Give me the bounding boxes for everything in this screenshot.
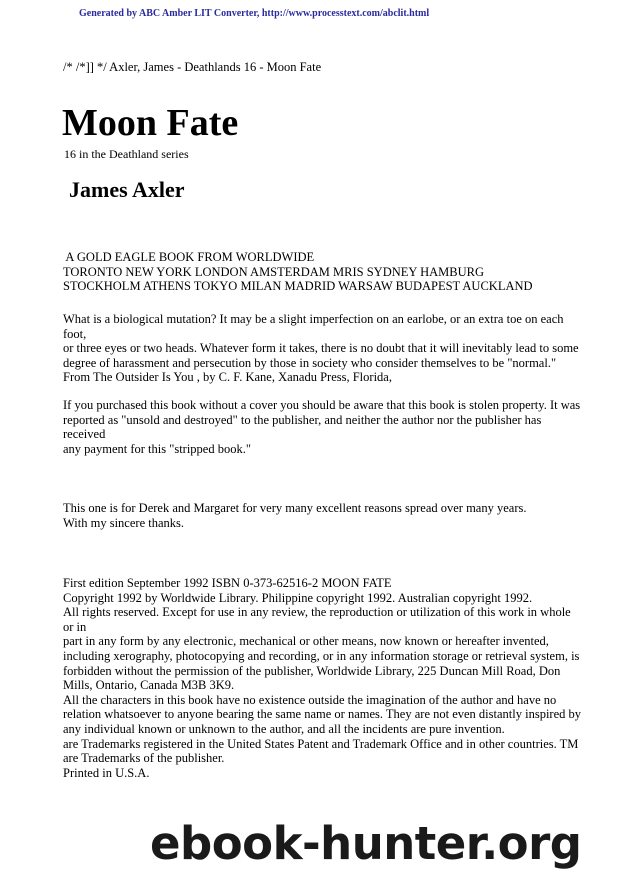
document-breadcrumb: /* /*]] */ Axler, James - Deathlands 16 - Moon Fate <box>63 60 322 74</box>
epigraph-source: From The Outsider Is You , by C. F. Kane, Xanadu Press, Florida, <box>63 370 392 385</box>
watermark-text: ebook-hunter.org <box>150 817 582 870</box>
copyright-line: All the characters in this book have no existence outside the imagination of the author and have no <box>63 692 557 707</box>
copyright-line: are Trademarks of the publisher. <box>63 751 225 766</box>
copyright-line: Printed in U.S.A. <box>63 765 150 780</box>
copyright-line: including xerography, photocopying and recording, or in any information storage or retrieval system, is <box>63 648 580 663</box>
copyright-line: Copyright 1992 by Worldwide Library. Philippine copyright 1992. Australian copyright 1992. <box>63 590 533 605</box>
publisher-line: TORONTO NEW YORK LONDON AMSTERDAM MRIS SYDNEY HAMBURG <box>63 264 484 279</box>
notice-line: reported as "unsold and destroyed" to the publisher, and neither the author nor the publisher has received <box>63 412 542 442</box>
book-title: Moon Fate <box>62 102 239 144</box>
epigraph-line: What is a biological mutation? It may be a slight imperfection on an earlobe, or an extra toe on each foot, <box>63 312 564 341</box>
copyright-line: forbidden without the permission of the publisher, Worldwide Library, 225 Duncan Mill Road, Don <box>63 663 561 678</box>
epigraph-line: degree of harassment and persecution by those in society who consider themselves to be "normal." <box>63 355 557 370</box>
epigraph <box>63 312 583 385</box>
copyright-line: any individual known or unknown to the author, and all the incidents are pure invention. <box>63 721 505 736</box>
copyright-line: part in any form by any electronic, mechanical or other means, now known or hereafter invented, <box>63 634 549 649</box>
series-subtitle: 16 in the Deathland series <box>64 147 189 161</box>
banner-prefix: Generated by ABC Amber LIT Converter, <box>79 8 262 19</box>
converter-banner <box>79 8 429 19</box>
copyright-line: Mills, Ontario, Canada M3B 3K9. <box>63 678 235 693</box>
notice-line: any payment for this "stripped book." <box>63 441 251 456</box>
dedication <box>63 501 583 530</box>
publisher-line: A GOLD EAGLE BOOK FROM WORLDWIDE <box>63 250 315 264</box>
publisher-block <box>63 250 583 294</box>
copyright-block <box>63 576 583 780</box>
publisher-line: STOCKHOLM ATHENS TOKYO MILAN MADRID WARSAW BUDAPEST AUCKLAND <box>63 279 533 294</box>
stripped-book-notice <box>63 398 583 456</box>
copyright-line: are Trademarks registered in the United States Patent and Trademark Office and in other countries. TM <box>63 736 579 751</box>
dedication-line: With my sincere thanks. <box>63 515 184 530</box>
copyright-line: All rights reserved. Except for use in any review, the reproduction or utilization of this work in whole or in <box>63 605 571 634</box>
copyright-line: First edition September 1992 ISBN 0-373-62516-2 MOON FATE <box>63 576 392 590</box>
epigraph-line: or three eyes or two heads. Whatever form it takes, there is no doubt that it will inevitably lead to some <box>63 341 579 356</box>
dedication-line: This one is for Derek and Margaret for very many excellent reasons spread over many years. <box>63 501 527 515</box>
converter-link[interactable]: http://www.processtext.com/abclit.html <box>261 8 430 19</box>
author-name: James Axler <box>69 177 185 202</box>
copyright-line: relation whatsoever to anyone bearing the same name or names. They are not even distantly inspired by <box>63 707 582 722</box>
notice-line: If you purchased this book without a cover you should be aware that this book is stolen property. It was <box>63 398 581 412</box>
